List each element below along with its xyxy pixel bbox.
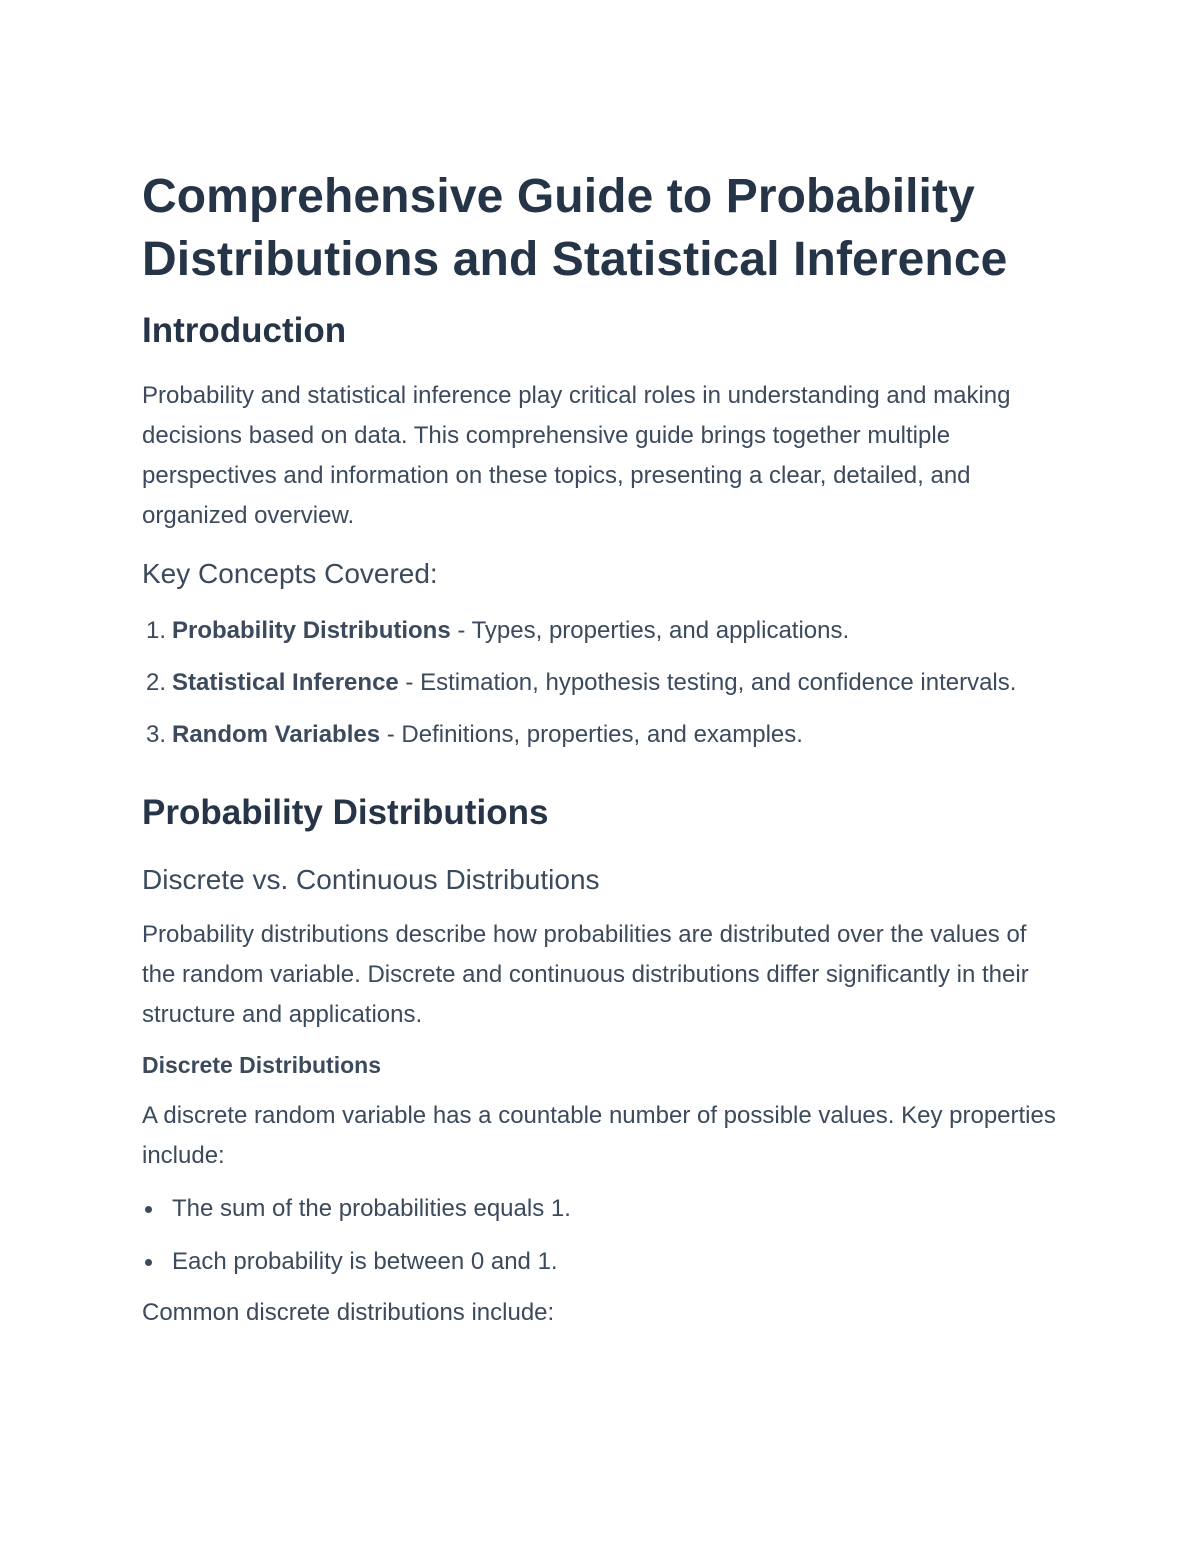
key-concepts-heading: Key Concepts Covered:	[142, 558, 438, 589]
discrete-properties-list	[142, 1189, 1060, 1282]
key-concept-term: Probability Distributions	[172, 617, 451, 644]
key-concept-description: Definitions, properties, and examples.	[401, 721, 803, 748]
subsection-heading-discrete-vs-continuous: Discrete vs. Continuous Distributions	[142, 864, 600, 895]
discrete-distributions-heading: Discrete Distributions	[142, 1052, 381, 1078]
list-item-text: Each probability is between 0 and 1.	[172, 1248, 558, 1275]
key-concepts-list	[142, 611, 1060, 755]
list-item	[142, 1242, 1060, 1282]
key-concept-item	[142, 611, 1060, 651]
list-item	[142, 1189, 1060, 1229]
bullet-icon	[145, 1259, 152, 1266]
key-concept-description: Estimation, hypothesis testing, and confidence intervals.	[420, 669, 1017, 696]
key-concept-description: Types, properties, and applications.	[471, 617, 850, 644]
key-concept-item	[142, 715, 1060, 755]
distributions-paragraph: Probability distributions describe how probabilities are distributed over the values of the random variable. Discrete and continuous distributions differ significantly in their structure and applications.	[142, 921, 1029, 1028]
discrete-paragraph: A discrete random variable has a countable number of possible values. Key properties include:	[142, 1102, 1056, 1169]
bullet-icon	[145, 1206, 152, 1213]
list-number: 2.	[146, 669, 167, 696]
list-item-text: The sum of the probabilities equals 1.	[172, 1195, 571, 1222]
key-concept-separator: -	[398, 669, 421, 696]
section-heading-probability-distributions: Probability Distributions	[142, 793, 549, 832]
section-heading-introduction: Introduction	[142, 311, 347, 350]
list-number: 1.	[146, 617, 167, 644]
list-number: 3.	[146, 721, 167, 748]
key-concept-item	[142, 663, 1052, 703]
key-concept-term: Statistical Inference	[172, 669, 399, 696]
key-concept-separator: -	[380, 721, 402, 748]
key-concept-separator: -	[450, 617, 472, 644]
introduction-paragraph: Probability and statistical inference play critical roles in understanding and making decisions based on data. This comprehensive guide brings together multiple perspectives and information on these topics, presenting a clear, detailed, and organized overview.	[142, 382, 1011, 529]
common-discrete-intro: Common discrete distributions include:	[142, 1299, 555, 1326]
document-title: Comprehensive Guide to Probability Distributions and Statistical Inference	[142, 170, 1008, 286]
key-concept-term: Random Variables	[172, 721, 381, 748]
